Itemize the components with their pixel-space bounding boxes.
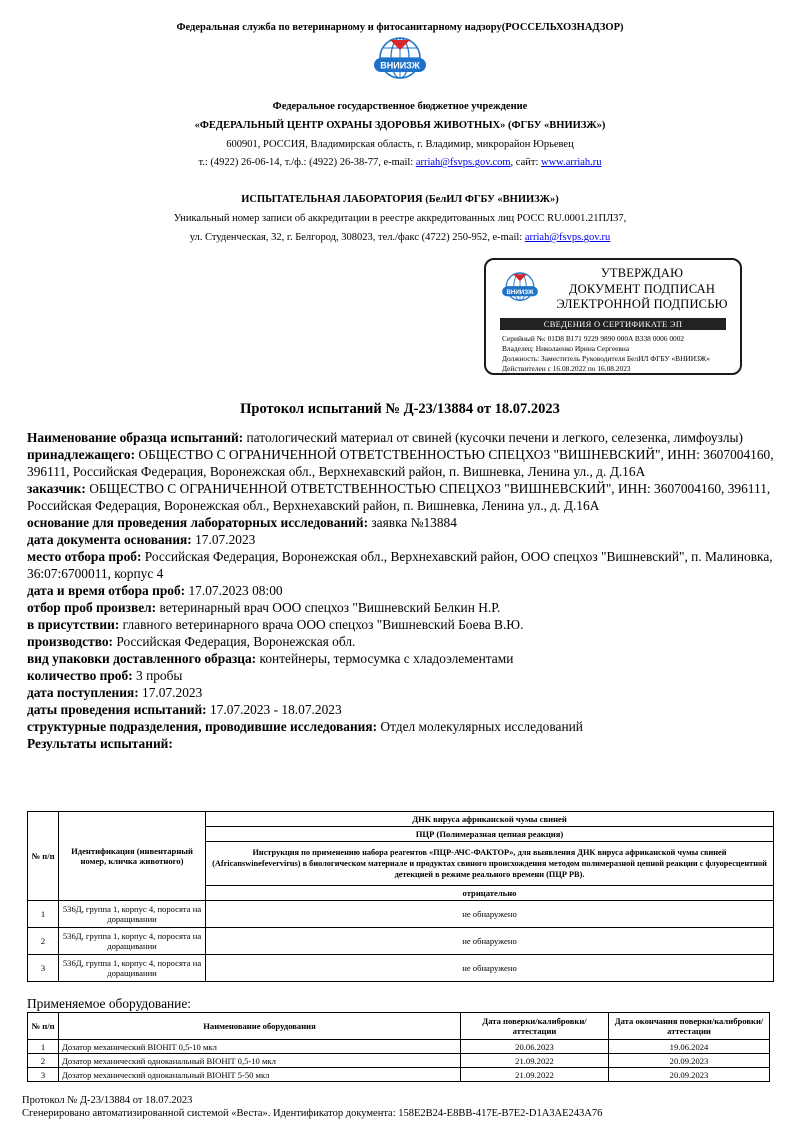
agency-name: Федеральная служба по ветеринарному и фитосанитарному надзору(РОССЕЛЬХОЗНАДЗОР) xyxy=(176,22,624,33)
detail-label: количество проб: xyxy=(27,668,133,683)
equip-col-date: Дата поверки/калибровки/аттестации xyxy=(461,1013,609,1040)
lab-email-link[interactable]: arriah@fsvps.gov.ru xyxy=(524,232,611,243)
logo-text: ВНИИЗЖ xyxy=(380,60,420,71)
equip-end: 19.06.2024 xyxy=(609,1040,770,1054)
row-number: 3 xyxy=(28,955,59,982)
instruction-header: Инструкция по применению набора реагентов «ПЦР-АЧС-ФАКТОР», для выявления ДНК вируса африканской чумы свиней (Africanswinefevervirus) в биологическом материале и продуктах свиного происхождения методом полимеразной цепной реакции с флуоресцентной детекцией в режиме реального времени (ПЦР РВ). xyxy=(206,842,774,886)
stamp-owner: Владелец: Николаенко Ирина Сергеевна xyxy=(502,344,630,353)
org-site-link[interactable]: www.arriah.ru xyxy=(541,157,602,168)
detail-basis xyxy=(27,514,775,531)
org-site-prefix: , сайт: xyxy=(510,157,541,168)
detail-value: 17.07.2023 xyxy=(138,685,203,700)
detail-value: 17.07.2023 08:00 xyxy=(185,583,283,598)
equip-number: 1 xyxy=(28,1040,59,1054)
detail-label: место отбора проб: xyxy=(27,549,142,564)
footer-generated: Сгенерировано автоматизированной системой «Веста». Идентификатор документа: 158E2B24-E8BB-417E-B7E2-D1A3AE243A76 xyxy=(22,1108,603,1119)
equip-name: Дозатор механический одноканальный BIOHIT 0,5-10 мкл xyxy=(59,1054,461,1068)
sample-details xyxy=(27,429,775,752)
equip-name: Дозатор механический одноканальный BIOHIT 5-50 мкл xyxy=(59,1068,461,1082)
detail-received xyxy=(27,684,775,701)
detail-value: Российская Федерация, Воронежская обл. xyxy=(113,634,356,649)
detail-value: ОБЩЕСТВО С ОГРАНИЧЕННОЙ ОТВЕТСТВЕННОСТЬЮ СПЕЦХОЗ "ВИШНЕВСКИЙ", ИНН: 3607004160, 396111, Российская Федерация, Воронежская обл., Верхнехавский район, п. Вишневка, Ленина ул., д. Д.16А xyxy=(27,481,771,513)
lab-name: ИСПЫТАТЕЛЬНАЯ ЛАБОРАТОРИЯ (БелИЛ ФГБУ «ВНИИЗЖ») xyxy=(241,194,559,205)
protocol-title: Протокол испытаний № Д-23/13884 от 18.07.2023 xyxy=(240,401,560,417)
detail-sampling-place xyxy=(27,548,775,582)
equip-date: 21.09.2022 xyxy=(461,1068,609,1082)
detail-label: заказчик: xyxy=(27,481,86,496)
results-header-row xyxy=(28,812,774,827)
detail-value: ветеринарный врач ООО спецхоз "Вишневский Белкин Н.Р. xyxy=(156,600,501,615)
detail-label: в присутствии: xyxy=(27,617,120,632)
stamp-logo-icon xyxy=(498,268,542,308)
detail-label: отбор проб произвел: xyxy=(27,600,157,615)
detail-value: Российская Федерация, Воронежская обл., Верхнехавский район, ООО спецхоз "Вишневский", п. Малиновка, 36:07:6700011, корпус 4 xyxy=(27,549,773,581)
equip-date: 20.06.2023 xyxy=(461,1040,609,1054)
table-row xyxy=(28,1068,770,1082)
org-type: Федеральное государственное бюджетное учреждение xyxy=(272,101,528,112)
stamp-position: Должность: Заместитель Руководителя БелИЛ ФГБУ «ВНИИЗЖ» xyxy=(502,354,710,363)
detail-label: даты проведения испытаний: xyxy=(27,702,207,717)
detail-label: производство: xyxy=(27,634,113,649)
detail-value: 17.07.2023 - 18.07.2023 xyxy=(206,702,342,717)
detail-value: 3 пробы xyxy=(132,668,183,683)
org-name: «ФЕДЕРАЛЬНЫЙ ЦЕНТР ОХРАНЫ ЗДОРОВЬЯ ЖИВОТНЫХ» (ФГБУ «ВНИИЗЖ») xyxy=(194,120,606,131)
equip-number: 3 xyxy=(28,1068,59,1082)
stamp-certificate-bar: СВЕДЕНИЯ О СЕРТИФИКАТЕ ЭП xyxy=(500,318,726,330)
detail-value: 17.07.2023 xyxy=(191,532,256,547)
detail-label: вид упаковки доставленного образца: xyxy=(27,651,257,666)
detail-sample-count xyxy=(27,667,775,684)
row-number: 1 xyxy=(28,901,59,928)
row-identification: 536Д, группа 1, корпус 4, поросята на доращивании xyxy=(59,955,206,982)
equip-date: 21.09.2022 xyxy=(461,1054,609,1068)
detail-test-dates xyxy=(27,701,775,718)
org-address: 600901, РОССИЯ, Владимирская область, г. Владимир, микрорайон Юрьевец xyxy=(226,139,574,150)
equipment-table xyxy=(27,1012,770,1082)
equip-end: 20.09.2023 xyxy=(609,1054,770,1068)
equipment-header-row xyxy=(28,1013,770,1040)
detail-label: дата поступления: xyxy=(27,685,139,700)
equip-end: 20.09.2023 xyxy=(609,1068,770,1082)
equip-col-name: Наименование оборудования xyxy=(59,1013,461,1040)
detail-sampled-by xyxy=(27,599,775,616)
detail-value: заявка №13884 xyxy=(368,515,457,530)
e-signature-stamp xyxy=(484,258,742,375)
stamp-validity: Действителен с 16.08.2022 по 16.08.2023 xyxy=(502,364,631,373)
equip-col-number: № п/п xyxy=(28,1013,59,1040)
detail-label: Результаты испытаний: xyxy=(27,736,173,751)
detail-sampling-datetime xyxy=(27,582,775,599)
method-header: ПЦР (Полимеразная цепная реакция) xyxy=(206,827,774,842)
footer-protocol: Протокол № Д-23/13884 от 18.07.2023 xyxy=(22,1095,193,1106)
detail-owner xyxy=(27,446,775,480)
detail-value: ОБЩЕСТВО С ОГРАНИЧЕННОЙ ОТВЕТСТВЕННОСТЬЮ СПЕЦХОЗ "ВИШНЕВСКИЙ", ИНН: 3607004160, 396111, Российская Федерация, Воронежская обл., Верхнехавский район, п. Вишневка, Ленина ул., д. Д.16А xyxy=(27,447,774,479)
org-contacts-text: т.: (4922) 26-06-14, т./ф.: (4922) 26-38-77, e-mail: xyxy=(198,157,416,168)
detail-customer xyxy=(27,480,775,514)
norm-header: отрицательно xyxy=(206,886,774,901)
stamp-signed-electronic: ЭЛЕКТРОННОЙ ПОДПИСЬЮ xyxy=(556,297,728,311)
table-row xyxy=(28,955,774,982)
table-row xyxy=(28,1054,770,1068)
detail-label: принадлежащего: xyxy=(27,447,136,462)
row-identification: 536Д, группа 1, корпус 4, поросята на доращивании xyxy=(59,901,206,928)
table-row xyxy=(28,1040,770,1054)
detail-label: дата документа основания: xyxy=(27,532,192,547)
equip-name: Дозатор механический BIOHIT 0,5-10 мкл xyxy=(59,1040,461,1054)
vniizzh-logo-icon xyxy=(368,36,432,84)
table-row xyxy=(28,928,774,955)
detail-value: Отдел молекулярных исследований xyxy=(377,719,583,734)
results-table xyxy=(27,811,774,982)
detail-production xyxy=(27,633,775,650)
stamp-signed: ДОКУМЕНТ ПОДПИСАН xyxy=(568,282,716,296)
col-number-header: № п/п xyxy=(28,812,59,901)
detail-label: дата и время отбора проб: xyxy=(27,583,186,598)
detail-value: патологический материал от свиней (кусочки печени и легкого, селезенка, лимфоузлы) xyxy=(243,430,743,445)
row-result: не обнаружено xyxy=(206,928,774,955)
detail-value: контейнеры, термосумка с хладоэлементами xyxy=(256,651,514,666)
detail-label: структурные подразделения, проводившие исследования: xyxy=(27,719,378,734)
equip-col-end: Дата окончания поверки/калибровки/аттестации xyxy=(609,1013,770,1040)
col-id-header: Идентификация (инвентарный номер, кличка животного) xyxy=(59,812,206,901)
stamp-approve: УТВЕРЖДАЮ xyxy=(600,266,684,280)
detail-sample-name xyxy=(27,429,775,446)
org-email-link[interactable]: arriah@fsvps.gov.com xyxy=(415,157,511,168)
lab-address-text: ул. Студенческая, 32, г. Белгород, 308023, тел./факс (4722) 250-952, e-mail: xyxy=(189,232,525,243)
target-header: ДНК вируса африканской чумы свиней xyxy=(206,812,774,827)
detail-packaging xyxy=(27,650,775,667)
detail-department xyxy=(27,718,775,735)
row-identification: 536Д, группа 1, корпус 4, поросята на доращивании xyxy=(59,928,206,955)
row-result: не обнаружено xyxy=(206,955,774,982)
detail-label: Наименование образца испытаний: xyxy=(27,430,244,445)
detail-witness xyxy=(27,616,775,633)
lab-address xyxy=(0,232,800,243)
detail-label: основание для проведения лабораторных исследований: xyxy=(27,515,369,530)
equipment-heading: Применяемое оборудование: xyxy=(27,996,192,1011)
results-heading xyxy=(27,735,775,752)
equip-number: 2 xyxy=(28,1054,59,1068)
org-contacts xyxy=(0,157,800,168)
table-row xyxy=(28,901,774,928)
detail-value: главного ветеринарного врача ООО спецхоз "Вишневский Боева В.Ю. xyxy=(119,617,524,632)
lab-accreditation: Уникальный номер записи об аккредитации в реестре аккредитованных лиц РОСС RU.0001.21ПЛ37, xyxy=(173,213,627,224)
stamp-logo-text: ВНИИЗЖ xyxy=(506,288,534,296)
detail-basis-date xyxy=(27,531,775,548)
row-number: 2 xyxy=(28,928,59,955)
stamp-serial: Серийный №: 01D8 B171 9229 9890 000A B338 0006 0002 xyxy=(502,334,685,343)
row-result: не обнаружено xyxy=(206,901,774,928)
